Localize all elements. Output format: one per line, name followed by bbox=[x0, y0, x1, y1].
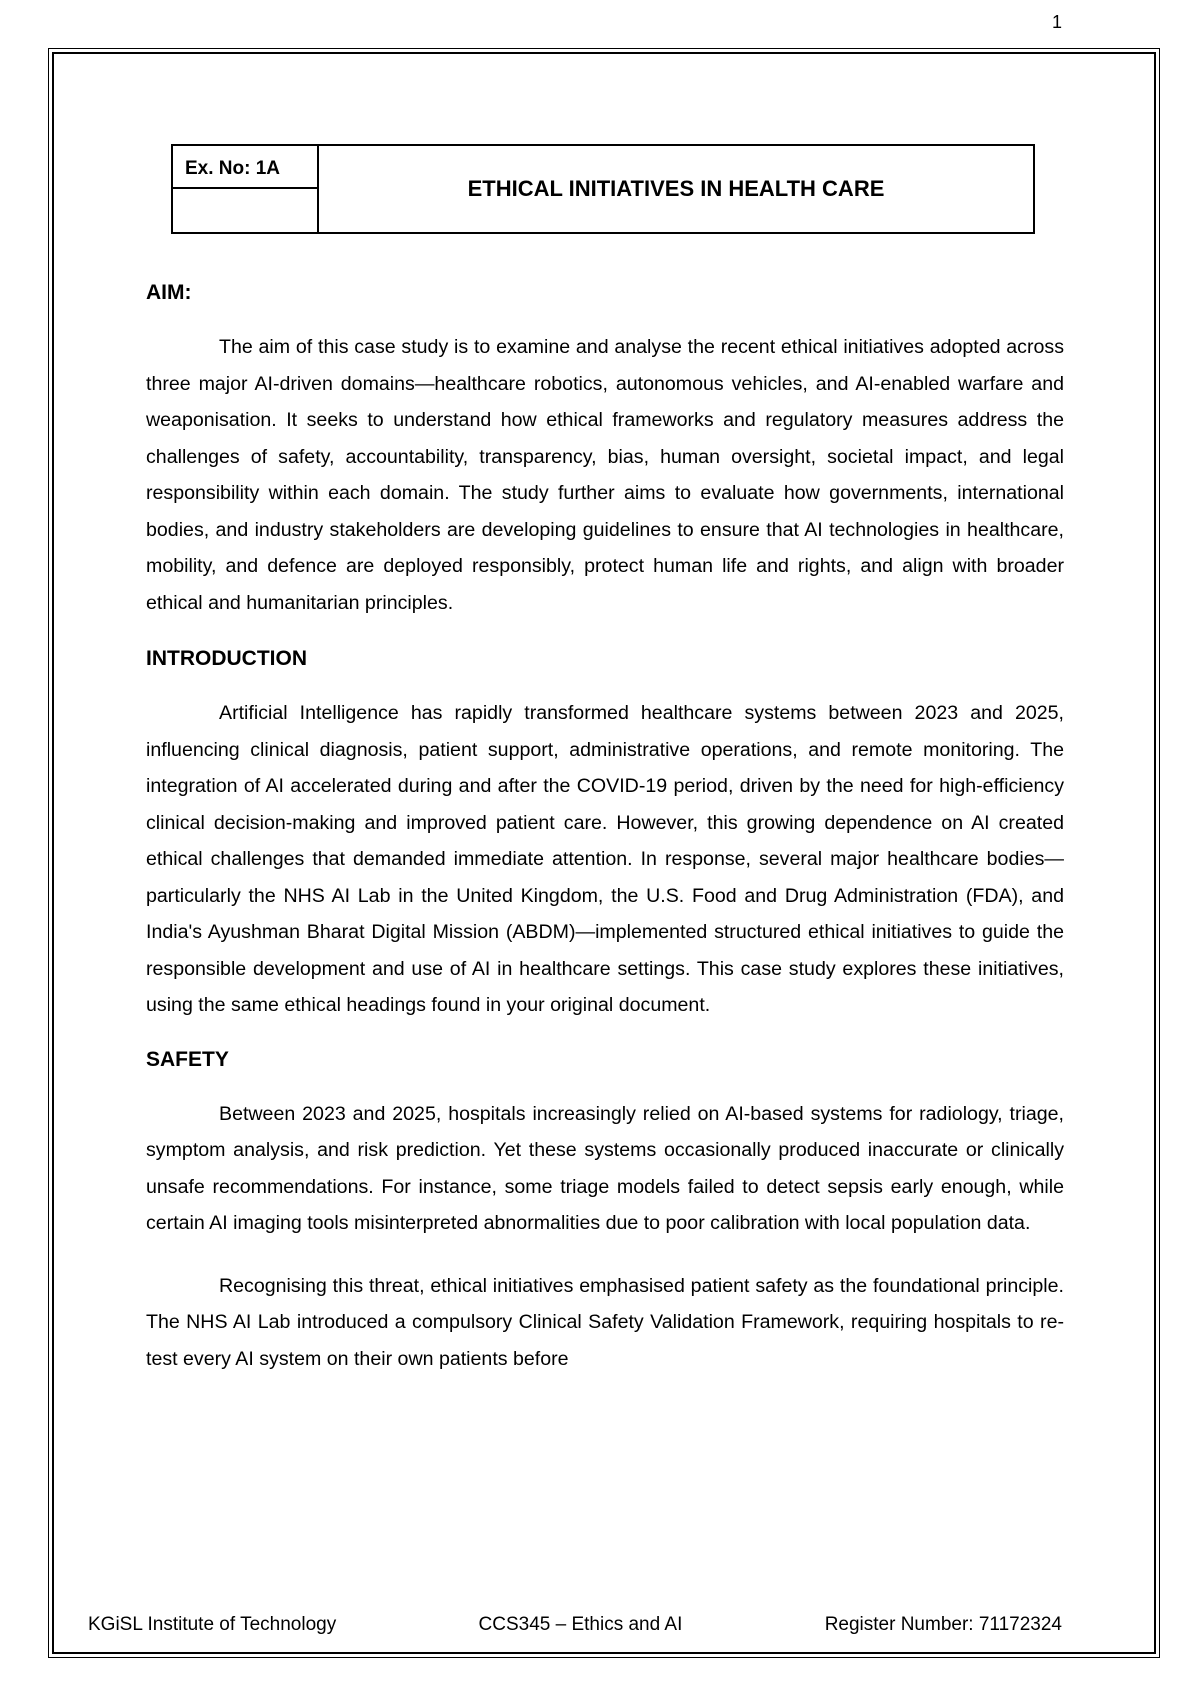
aim-heading: AIM: bbox=[146, 281, 192, 304]
exercise-number-cell bbox=[173, 146, 319, 232]
page-footer bbox=[88, 1614, 1062, 1636]
introduction-paragraph: Artificial Intelligence has rapidly transformed healthcare systems between 2023 and 2025, influencing clinical diagnosis, patient support, administrative operations, and remote monitoring. The integration of AI accelerated during and after the COVID-19 period, driven by the need for high-efficiency clinical decision-making and improved patient care. However, this growing dependence on AI created ethical challenges that demanded immediate attention. In response, several major healthcare bodies—particularly the NHS AI Lab in the United Kingdom, the U.S. Food and Drug Administration (FDA), and India's Ayushman Bharat Digital Mission (ABDM)—implemented structured ethical initiatives to guide the responsible development and use of AI in healthcare settings. This case study explores these initiatives, using the same ethical headings found in your original document. bbox=[146, 702, 1064, 1016]
footer-institute: KGiSL Institute of Technology bbox=[88, 1614, 337, 1635]
footer-register-number: Register Number: 71172324 bbox=[824, 1614, 1062, 1635]
introduction-heading: INTRODUCTION bbox=[146, 647, 307, 670]
safety-paragraph-2: Recognising this threat, ethical initiatives emphasised patient safety as the foundational principle. The NHS AI Lab introduced a compulsory Clinical Safety Validation Framework, requiring hospitals to re-test every AI system on their own patients before bbox=[146, 1274, 1064, 1370]
exercise-date-cell bbox=[173, 189, 317, 232]
exercise-header-table bbox=[171, 144, 1035, 234]
exercise-number: Ex. No: 1A bbox=[173, 146, 317, 189]
exercise-title: ETHICAL INITIATIVES IN HEALTH CARE bbox=[467, 176, 885, 201]
safety-paragraph-1: Between 2023 and 2025, hospitals increasingly relied on AI-based systems for radiology, triage, symptom analysis, and risk prediction. Yet these systems occasionally produced inaccurate or clinically unsafe recommendations. For instance, some triage models failed to detect sepsis early enough, while certain AI imaging tools misinterpreted abnormalities due to poor calibration with local population data. bbox=[146, 1102, 1064, 1234]
footer-course: CCS345 – Ethics and AI bbox=[478, 1614, 683, 1635]
safety-heading: SAFETY bbox=[146, 1047, 229, 1071]
document-body bbox=[146, 266, 1064, 1377]
page-number: 1 bbox=[1051, 12, 1062, 32]
aim-paragraph: The aim of this case study is to examine and analyse the recent ethical initiatives adopted across three major AI-driven domains—healthcare robotics, autonomous vehicles, and AI-enabled warfare and weaponisation. It seeks to understand how ethical frameworks and regulatory measures address the challenges of safety, accountability, transparency, bias, human oversight, societal impact, and legal responsibility within each domain. The study further aims to evaluate how governments, international bodies, and industry stakeholders are developing guidelines to ensure that AI technologies in healthcare, mobility, and defence are deployed responsibly, protect human life and rights, and align with broader ethical and humanitarian principles. bbox=[146, 336, 1064, 614]
